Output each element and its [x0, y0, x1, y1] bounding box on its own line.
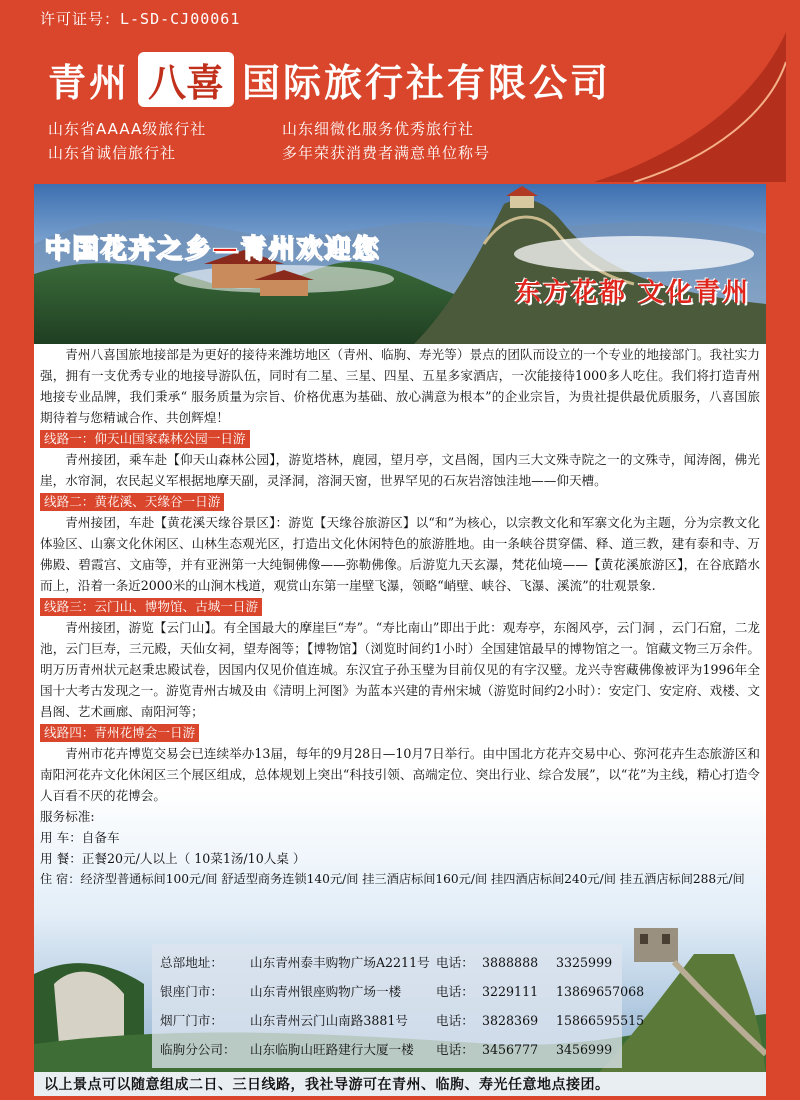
honor-1: 山东省AAAA级旅行社 [48, 120, 207, 138]
brand-logo: 八喜 [138, 52, 234, 107]
service-meal: 用 餐：正餐20元/人以上（ 10菜1汤/10人桌 ） [40, 851, 306, 866]
company-title [48, 52, 611, 107]
honor-4: 多年荣获消费者满意单位称号 [282, 144, 491, 162]
honor-3: 山东省诚信旅行社 [48, 144, 177, 162]
route-3-title: 线路三：云门山、博物馆、古城一日游 [40, 598, 262, 616]
contact-row-linqu: 临朐分公司： 山东临朐山旺路建行大厦一楼 电话： 3456777 3456999 [160, 1042, 613, 1057]
route-4-text: 青州市花卉博览交易会已连续举办13届，每年的9月28日—10月7日举行。由中国北方花卉交易中心、弥河花卉生态旅游区和南阳河花卉文化休闲区三个展区组成，总体规划上突出“科技引领、高端定位、突出行业、综合发展”，以“花”为主线，精心打造令人百看不厌的花博会。 [40, 746, 760, 803]
body-text [40, 344, 760, 890]
license-number: 许可证号：L-SD-CJ00061 [40, 10, 241, 28]
content-panel [34, 344, 766, 914]
scenic-banner [34, 184, 766, 344]
honor-2: 山东细微化服务优秀旅行社 [282, 120, 475, 138]
route-1-text: 青州接团，乘车赴【仰天山森林公园】，游览塔林，鹿园，望月亭，文昌阁，国内三大文殊寺院之一的文殊寺，闻涛阁，佛光崖，水帘洞，农民起义军根据地摩天副，灵泽洞，溶洞天窗，世界罕见的石灰岩溶蚀洼地——仰天槽。 [40, 452, 760, 488]
watchtower-icon [634, 928, 678, 962]
service-car: 用 车：自备车 [40, 830, 120, 845]
service-title: 服务标准: [40, 809, 95, 824]
service-stay: 住 宿：经济型普通标间100元/间 舒适型商务连锁140元/间 挂三酒店标间160元/间 挂四酒店标间240元/间 挂五酒店标间288元/间 [40, 872, 745, 886]
bottom-note: 以上景点可以随意组成二日、三日线路，我社导游可在青州、临朐、寿光任意地点接团。 [44, 1077, 610, 1093]
bottom-bar [34, 1072, 766, 1096]
route-2-text: 青州接团，车赴【黄花溪天缘谷景区】：游览【天缘谷旅游区】以“和”为核心，以宗教文化和军寨文化为主题，分为宗教文化体验区、山寨文化休闲区、山林生态观光区，打造出文化休闲特色的旅游胜地。由一条峡谷贯穿儒、释、道三教，建有泰和寺、万佛殿、碧霞宫、文庙等，并有亚洲第一大纯铜佛像——弥勒佛像。后游览九天玄瀑，梵花仙境——【黄花溪旅游区】，在谷底踏水而上，沿着一条近2000米的山涧木栈道，观赏山东第一崖壁飞瀑，领略“峭壁、峡谷、飞瀑、溪流”的壮观景象. [40, 515, 760, 593]
contact-row-hq: 总部地址： 山东青州泰丰购物广场A2211号 电话： 3888888 3325999 [160, 955, 613, 970]
slogan-welcome: 中国花卉之乡—青州欢迎您 [44, 234, 381, 264]
slogan-culture: 东方花都 文化青州 [514, 278, 750, 308]
route-3-text: 青州接团，游览【云门山】。有全国最大的摩崖巨“寿”。“寿比南山”即出于此：观寿亭，东阁风亭，云门洞 ，云门石窟，二龙池，云门巨寿，三元殿，天仙女祠，望寿阁等；【博物馆】（浏览时间约1小时）全国建馆最早的博物馆之一。馆藏文物三万余件。明万历青州状元赵秉忠殿试卷，因国内仅见价值连城。东汉宜子孙玉璧为目前仅见的有字汉璧。龙兴寺窖藏佛像被评为1996年全国十大考古发现之一。游览青州古城及由《清明上河图》为蓝本兴建的青州宋城（游览时间约2小时）：安定门、安定府、戏楼、文昌阁、艺术画廊、南阳河等； [40, 620, 760, 719]
contact-box [152, 944, 645, 1068]
title-city: 青州 [48, 61, 131, 105]
route-2-title: 线路二：黄花溪、天缘谷一日游 [40, 493, 224, 511]
title-company: 国际旅行社有限公司 [242, 61, 612, 105]
header [34, 32, 786, 182]
intro-paragraph: 青州八喜国旅地接部是为更好的接待来潍坊地区（青州、临朐、寿光等）景点的团队而设立的一个专业的地接部门。我社实力强，拥有一支优秀专业的地接导游队伍，同时有二星、三星、四星、五星多家酒店，一次能接待1000多人吃住。我们将打造青州地接专业品牌，我们秉承“ 服务质量为宗旨、价格优惠为基础、放心满意为根本”的企业宗旨，为贵社提供最优质服务，八喜国旅期待着与您精诚合作、共创辉煌！ [40, 347, 760, 425]
contact-row-yinzuo: 银座门市： 山东青州银座购物广场一楼 电话： 3229111 13869657068 [160, 984, 645, 999]
route-4-title: 线路四：青州花博会一日游 [40, 724, 199, 742]
contact-row-yanchang: 烟厂门市： 山东青州云门山南路3881号 电话： 3828369 15866595515 [160, 1013, 645, 1028]
route-1-title: 线路一：仰天山国家森林公园一日游 [40, 430, 250, 448]
